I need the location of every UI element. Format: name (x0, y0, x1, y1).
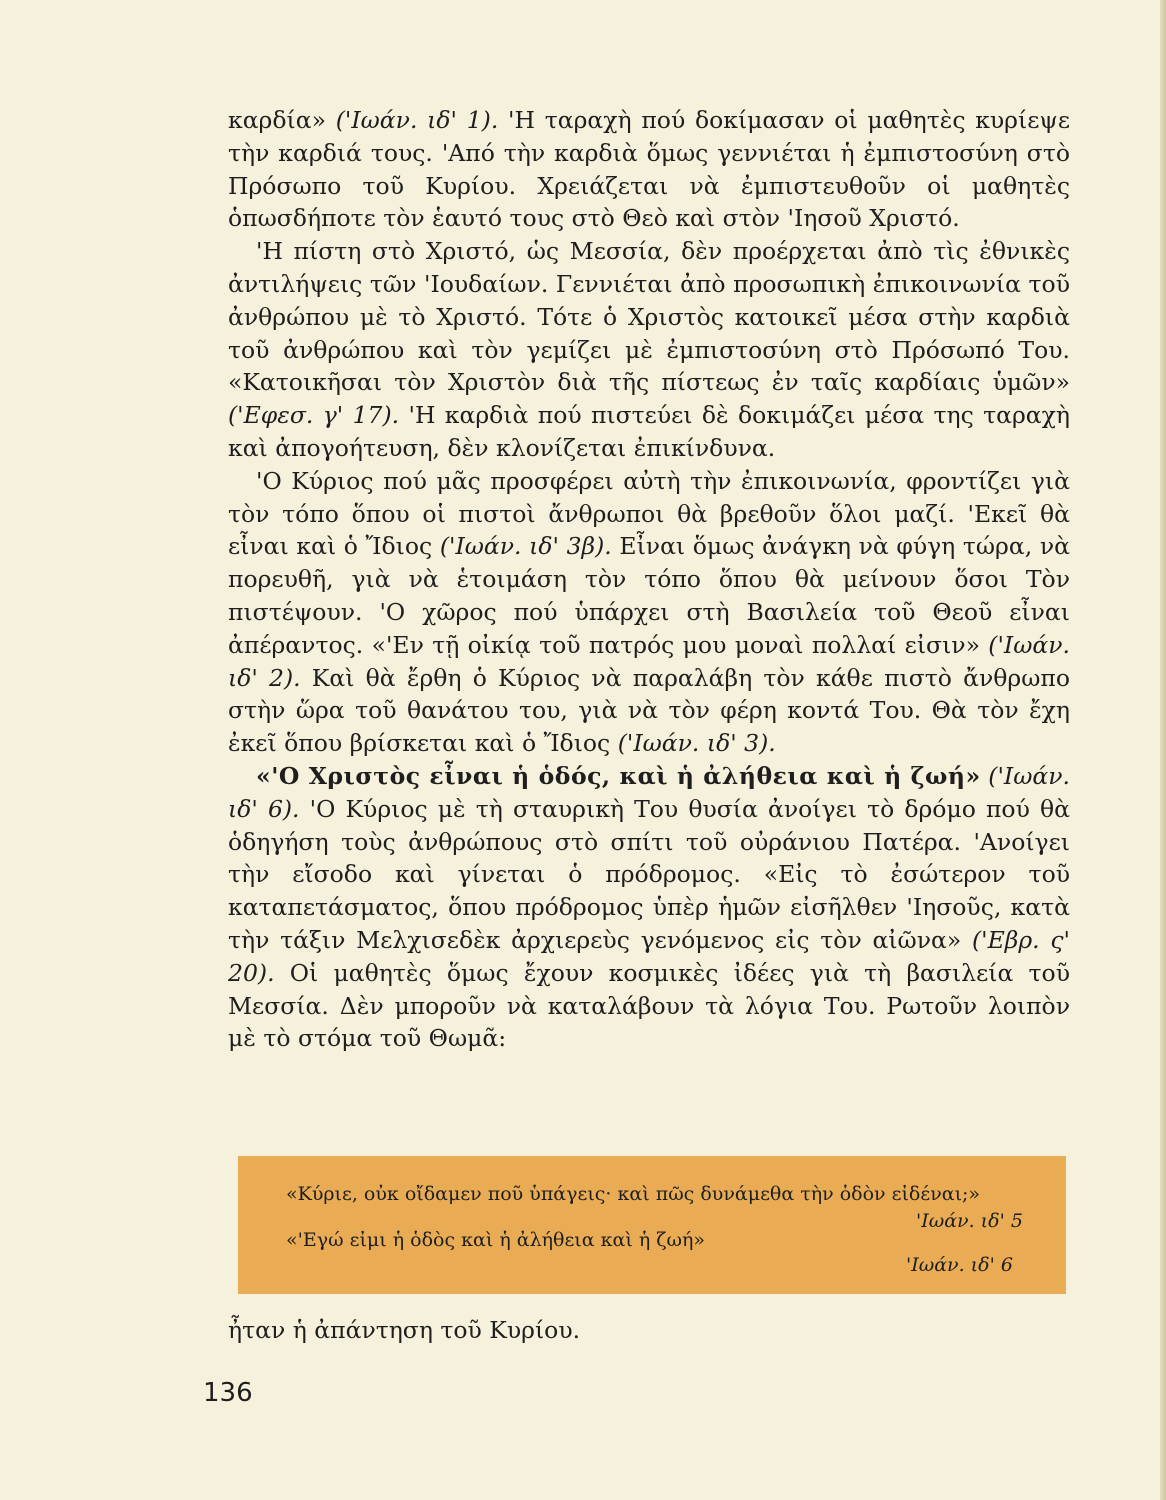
quote-1: «Κύριε, οὐκ οἴδαμεν ποῦ ὑπάγεις· καὶ πῶς δυνάμεθα τὴν ὁδὸν εἰδέναι;» (286, 1183, 981, 1205)
text-run: Καὶ θὰ ἔρθη ὁ Κύριος νὰ παραλάβη τὸν κάθε πιστὸ ἄνθρωπο στὴν ὥρα τοῦ θανάτου του, γιὰ νὰ τὸν φέρη κοντά Του. Θὰ τὸν ἔχη ἐκεῖ ὅπου βρίσκεται καὶ ὁ Ἴδιος (228, 663, 1070, 758)
text-run: 'Η ταραχὴ πού δοκίμασαν οἱ μαθητὲς κυρίεψε τὴν καρδιά τους. 'Από τὴν καρδιὰ ὅμως γεννιέται ἡ ἐμπιστοσύνη στὸ Πρόσωπο τοῦ Κυρίου. Χρειάζεται νὰ ἐμπιστευθοῦν οἱ μαθητὲς ὁπωσδήποτε τὸν ἑαυτό τους στὸ Θεὸ καὶ στὸν 'Ιησοῦ Χριστό. (228, 106, 1070, 233)
text-run: 'Ο Κύριος μὲ τὴ σταυρικὴ Του θυσία ἀνοίγει τὸ δρόμο πού θὰ ὁδηγήση τοὺς ἀνθρώπους στὸ σπίτι τοῦ οὐράνιου Πατέρα. 'Ανοίγει τὴν εἴσοδο καὶ γίνεται ὁ πρόδρομος. «Εἰς τὸ ἐσώτερον τοῦ καταπετάσματος, ὅπου πρόδρομος ὑπὲρ ἡμῶν εἰσῆλθεν 'Ιησοῦς, κατὰ τὴν τάξιν Μελχισεδὲκ ἀρχιερεὺς γενόμενος εἰς τὸν αἰῶνα» (228, 794, 1070, 954)
paragraph-1 (228, 104, 1070, 235)
closing-line: ἦταν ἡ ἀπάντηση τοῦ Κυρίου. (228, 1316, 581, 1344)
paragraph-3 (228, 465, 1070, 760)
text-run: 'Ο Κύριος πού μᾶς προσφέρει αὐτὴ τὴν ἐπικοινωνία, φροντίζει γιὰ τὸν τόπο ὅπου οἱ πιστοὶ ἄνθρωποι θὰ βρεθοῦν ὅλοι μαζί. 'Εκεῖ θὰ εἶναι καὶ ὁ Ἴδιος (228, 466, 1070, 561)
scripture-reference: ('Ιωάν. ιδ' 3β). (439, 532, 612, 561)
text-run: Οἱ μαθητὲς ὅμως ἔχουν κοσμικὲς ἰδέες γιὰ τὴ βασιλεία τοῦ Μεσσία. Δὲν μποροῦν νὰ καταλάβουν τὰ λόγια Του. Ρωτοῦν λοιπὸν μὲ τὸ στόμα τοῦ Θωμᾶ: (228, 958, 1070, 1053)
text-run: 'Η πίστη στὸ Χριστό, ὡς Μεσσία, δὲν προέρχεται ἀπὸ τὶς ἐθνικὲς ἀντιλήψεις τῶν 'Ιουδαίων. Γεννιέται ἀπὸ προσωπικὴ ἐπικοινωνία τοῦ ἀνθρώπου μὲ τὸ Χριστό. Τότε ὁ Χριστὸς κατοικεῖ μέσα στὴν καρδιὰ τοῦ ἀνθρώπου καὶ τὸν γεμίζει μὲ ἐμπιστοσύνη στὸ Πρόσωπό Του. «Κατοικῆσαι τὸν Χριστὸν διὰ τῆς πίστεως ἐν ταῖς καρδίαις ὑμῶν» (228, 237, 1070, 397)
text-run: καρδία» (228, 106, 336, 134)
quote-2: «'Εγώ εἰμι ἡ ὁδὸς καὶ ἡ ἀλήθεια καὶ ἡ ζωή» (286, 1229, 706, 1251)
scripture-reference: ('Ιωάν. ιδ' 2). (228, 630, 1070, 692)
scripture-reference: ('Ιωάν. ιδ' 6). (228, 761, 1070, 823)
page-number: 136 (203, 1378, 253, 1408)
quote-box (238, 1156, 1066, 1294)
quote-1-reference: 'Ιωάν. ιδ' 5 (916, 1210, 1023, 1232)
text-run: Εἶναι ὅμως ἀνάγκη νὰ φύγη τώρα, νὰ πορευθῆ, γιὰ νὰ ἑτοιμάση τὸν τόπο ὅπου θὰ μείνουν ὅσοι Τὸν πιστέψουν. 'Ο χῶρος πού ὑπάρχει στὴ Βασιλεία τοῦ Θεοῦ εἶναι ἀπέραντος. «'Εν τῇ οἰκίᾳ τοῦ πατρός μου μοναὶ πολλαί εἰσιν» (228, 532, 1070, 659)
scripture-reference: ('Εβρ. ς' 20). (228, 925, 1070, 987)
paragraph-4 (228, 760, 1070, 1055)
quote-2-reference: 'Ιωάν. ιδ' 6 (906, 1254, 1013, 1276)
scripture-reference: ('Ιωάν. ιδ' 3). (617, 729, 776, 758)
paragraph-2 (228, 235, 1070, 465)
page-edge (1160, 0, 1166, 1500)
section-heading: «'Ο Χριστὸς εἶναι ἡ ὁδός, καὶ ἡ ἀλήθεια καὶ ἡ ζωή» (256, 761, 981, 790)
scripture-reference: ('Ιωάν. ιδ' 1). (335, 106, 499, 134)
scripture-reference: ('Εφεσ. γ' 17). (228, 401, 400, 430)
text-run: 'Η καρδιὰ πού πιστεύει δὲ δοκιμάζει μέσα της ταραχὴ καὶ ἀπογοήτευση, δὲν κλονίζεται ἐπικίνδυνα. (228, 401, 1070, 462)
body-text (228, 104, 1070, 1055)
